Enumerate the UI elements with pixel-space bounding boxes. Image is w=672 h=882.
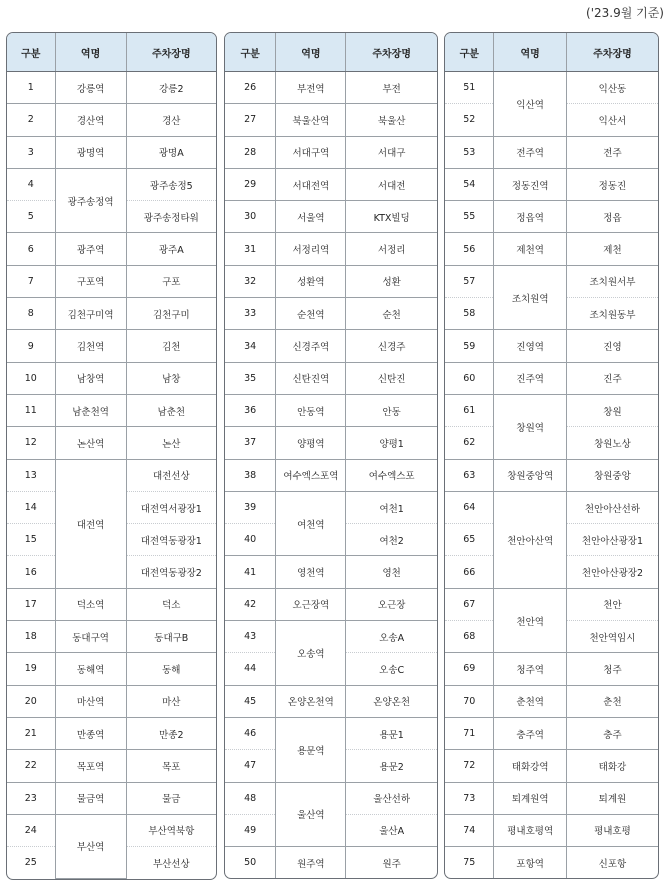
row-number: 18 [7,621,55,653]
parking-lot-name: 여천2 [346,524,437,556]
parking-lot-name: 경산 [126,104,216,136]
row-number: 48 [225,782,276,814]
table-row [7,330,216,362]
row-number: 37 [225,427,276,459]
parking-lot-name: 오송A [346,621,437,653]
parking-lot-name: 전주 [566,136,658,168]
row-number: 10 [7,362,55,394]
table-row [445,588,658,620]
station-name: 정동진역 [494,168,566,200]
table-row [445,362,658,394]
station-name: 태화강역 [494,750,566,782]
row-number: 74 [445,814,494,846]
header-row [225,33,437,72]
row-number: 68 [445,621,494,653]
table-row [225,298,437,330]
table-row [445,136,658,168]
table-row [7,298,216,330]
row-number: 13 [7,459,55,491]
row-number: 51 [445,72,494,104]
station-name: 오근장역 [276,588,346,620]
parking-lot-name: 신경주 [346,330,437,362]
parking-lot-name: 덕소 [126,588,216,620]
row-number: 3 [7,136,55,168]
row-number: 7 [7,265,55,297]
row-number: 38 [225,459,276,491]
table-row [225,72,437,104]
table-row [225,362,437,394]
table-row [7,621,216,653]
header-station: 역명 [55,33,126,72]
table-row [445,685,658,717]
table-row [445,201,658,233]
parking-lot-name: 김천구미 [126,298,216,330]
row-number: 65 [445,524,494,556]
row-number: 17 [7,588,55,620]
row-number: 61 [445,394,494,426]
header-lot: 주차장명 [566,33,658,72]
station-name: 양평역 [276,427,346,459]
station-name: 북울산역 [276,104,346,136]
parking-lot-name: 안동 [346,394,437,426]
station-name: 창원중앙역 [494,459,566,491]
table-row [445,750,658,782]
row-number: 56 [445,233,494,265]
header-lot: 주차장명 [126,33,216,72]
parking-lot-name: 강릉2 [126,72,216,104]
table-row [7,168,216,200]
table-row [7,427,216,459]
parking-lot-name: 남춘천 [126,394,216,426]
station-name: 창원역 [494,394,566,459]
row-number: 20 [7,685,55,717]
table-row [225,330,437,362]
parking-lot-name: 정동진 [566,168,658,200]
header-lot: 주차장명 [346,33,437,72]
station-name: 춘천역 [494,685,566,717]
row-number: 31 [225,233,276,265]
row-number: 40 [225,524,276,556]
station-name: 익산역 [494,72,566,137]
row-number: 28 [225,136,276,168]
table-row [445,847,658,879]
row-number: 64 [445,491,494,523]
table-row [445,491,658,523]
station-name: 퇴계원역 [494,782,566,814]
station-name: 경산역 [55,104,126,136]
row-number: 12 [7,427,55,459]
row-number: 49 [225,814,276,846]
parking-lot-name: 오근장 [346,588,437,620]
parking-lot-name: 남창 [126,362,216,394]
parking-lot-name: 서대구 [346,136,437,168]
station-name: 평내호평역 [494,814,566,846]
row-number: 71 [445,717,494,749]
parking-table [7,33,216,879]
station-name: 영천역 [276,556,346,588]
parking-lot-name: 오송C [346,653,437,685]
station-name: 광주송정역 [55,168,126,233]
row-number: 2 [7,104,55,136]
parking-lot-name: 창원 [566,394,658,426]
row-number: 23 [7,782,55,814]
station-name: 김천구미역 [55,298,126,330]
row-number: 42 [225,588,276,620]
parking-lot-name: 진영 [566,330,658,362]
parking-lot-name: 부산선상 [152,858,190,870]
station-name: 정읍역 [494,201,566,233]
table-row [7,394,216,426]
table-row [7,362,216,394]
station-name: 여천역 [276,491,346,556]
table-row [225,104,437,136]
row-number: 29 [225,168,276,200]
parking-lot-name: 제천 [566,233,658,265]
parking-lot-name: 정읍 [566,201,658,233]
row-number: 72 [445,750,494,782]
station-name: 전주역 [494,136,566,168]
parking-lot-name: 진주 [566,362,658,394]
row-number: 43 [225,621,276,653]
row-number: 47 [225,750,276,782]
parking-lot-name: 원주 [382,858,401,870]
row-number: 53 [445,136,494,168]
parking-lot-name: 춘천 [566,685,658,717]
parking-lot-name: 여천1 [346,491,437,523]
row-number: 41 [225,556,276,588]
row-number: 11 [7,394,55,426]
row-number: 55 [445,201,494,233]
station-name: 용문역 [276,717,346,782]
parking-lot-name: 물금 [126,782,216,814]
row-number: 39 [225,491,276,523]
parking-lot-name: 온양온천 [346,685,437,717]
row-number: 1 [7,72,55,104]
parking-lot-name: 광주A [126,233,216,265]
row-number: 9 [7,330,55,362]
table-row [7,233,216,265]
parking-lot-name: 용문2 [346,750,437,782]
parking-lot-name: 마산 [126,685,216,717]
station-name: 원주역 [276,847,346,879]
row-number: 67 [445,588,494,620]
table-row [7,588,216,620]
parking-lot-name: 광명A [126,136,216,168]
row-number: 33 [225,298,276,330]
table-row [225,136,437,168]
parking-lot-name: 태화강 [566,750,658,782]
station-name: 제천역 [494,233,566,265]
row-number: 45 [225,685,276,717]
station-name: 서정리역 [276,233,346,265]
station-name: 서대구역 [276,136,346,168]
parking-lot-name: 대전선상 [126,459,216,491]
table-row [225,621,437,653]
row-number: 66 [445,556,494,588]
station-name: 진영역 [494,330,566,362]
table-row [445,653,658,685]
parking-lot-name: 천안아산광장2 [566,556,658,588]
header-no: 구분 [225,33,276,72]
row-number: 6 [7,233,55,265]
parking-lot-name: 용문1 [346,717,437,749]
parking-lot-name: 천안아산광장1 [566,524,658,556]
parking-lot-name: 동해 [126,653,216,685]
parking-lot-name: 서정리 [346,233,437,265]
row-number: 34 [225,330,276,362]
station-name: 부산역 [55,814,126,878]
parking-lot-name: 천안역임시 [566,621,658,653]
parking-lot-name: 조치원서부 [566,265,658,297]
table-row [225,717,437,749]
table-row [225,588,437,620]
parking-lot-name: 성환 [346,265,437,297]
parking-lot-name: 울산A [346,814,437,846]
table-row [225,847,437,879]
station-name: 천안역 [494,588,566,653]
station-name: 조치원역 [494,265,566,330]
parking-lot-name: 청주 [566,653,658,685]
table-row [225,556,437,588]
station-name: 부전역 [276,72,346,104]
station-name: 온양온천역 [276,685,346,717]
table-row [225,265,437,297]
station-name: 울산역 [276,782,346,847]
station-name: 오송역 [276,621,346,686]
row-number: 70 [445,685,494,717]
parking-lot-name: 구포 [126,265,216,297]
parking-lot-name: 대전역동광장1 [126,524,216,556]
station-name: 진주역 [494,362,566,394]
station-name: 김천역 [55,330,126,362]
row-number: 14 [7,491,55,523]
parking-table [445,33,658,878]
parking-lot-name: 북울산 [346,104,437,136]
row-number: 46 [225,717,276,749]
table-row [445,782,658,814]
parking-lot-name: 논산 [126,427,216,459]
parking-lot-name: 부전 [346,72,437,104]
row-number: 24 [7,814,55,846]
parking-lot-name: 순천 [346,298,437,330]
table-row [445,72,658,104]
station-name: 성환역 [276,265,346,297]
station-name: 덕소역 [55,588,126,620]
row-number: 57 [445,265,494,297]
row-number: 44 [225,653,276,685]
row-number: 50 [225,847,276,879]
table-row [7,814,216,846]
parking-lot-name: 창원노상 [566,427,658,459]
row-number: 22 [7,750,55,782]
table-row [225,685,437,717]
table-row [225,459,437,491]
row-number: 60 [445,362,494,394]
station-name: 충주역 [494,717,566,749]
table-row [7,72,216,104]
table-row [7,265,216,297]
parking-lot-name: 신포항 [598,858,627,870]
row-number: 63 [445,459,494,491]
station-name: 광명역 [55,136,126,168]
row-number: 21 [7,717,55,749]
parking-lot-name: 퇴계원 [566,782,658,814]
table-row [225,427,437,459]
station-name: 순천역 [276,298,346,330]
row-number: 52 [445,104,494,136]
table-row [7,104,216,136]
table-row [445,168,658,200]
row-number: 73 [445,782,494,814]
table-row [7,717,216,749]
station-name: 강릉역 [55,72,126,104]
parking-lot-name: 서대전 [346,168,437,200]
row-number: 5 [7,201,55,233]
station-name: 마산역 [55,685,126,717]
station-name: 청주역 [494,653,566,685]
header-no: 구분 [7,33,55,72]
table-row [7,685,216,717]
parking-lot-name: 신탄진 [346,362,437,394]
row-number: 35 [225,362,276,394]
parking-lot-name: 여수엑스포 [346,459,437,491]
parking-table-panel-2 [224,32,438,879]
station-name: 천안아산역 [494,491,566,588]
parking-lot-name: 평내호평 [566,814,658,846]
station-name: 대전역 [55,459,126,588]
station-name: 목포역 [55,750,126,782]
row-number: 36 [225,394,276,426]
station-name: 구포역 [55,265,126,297]
table-row [7,782,216,814]
table-row [225,233,437,265]
table-row [225,491,437,523]
row-number: 15 [7,524,55,556]
table-row [445,717,658,749]
parking-table-panel-3 [444,32,659,879]
parking-lot-name: 동대구B [126,621,216,653]
table-row [7,459,216,491]
parking-lot-name: 광주송정5 [126,168,216,200]
table-row [225,201,437,233]
reference-date-note: ('23.9월 기준) [586,6,664,20]
parking-lot-name: 김천 [126,330,216,362]
row-number: 27 [225,104,276,136]
parking-lot-name: 조치원동부 [566,298,658,330]
header-station: 역명 [494,33,566,72]
row-number: 58 [445,298,494,330]
row-number: 69 [445,653,494,685]
table-row [445,814,658,846]
parking-lot-name: 양평1 [346,427,437,459]
station-name: 남창역 [55,362,126,394]
station-name: 안동역 [276,394,346,426]
station-name: 신경주역 [276,330,346,362]
header-row [445,33,658,72]
parking-lot-name: 익산서 [566,104,658,136]
parking-lot-name: 울산선하 [346,782,437,814]
parking-lot-name: 영천 [346,556,437,588]
row-number: 8 [7,298,55,330]
table-row [225,168,437,200]
table-row [445,265,658,297]
parking-lot-name: 목포 [126,750,216,782]
parking-lot-name: 대전역서광장1 [126,491,216,523]
station-name: 여수엑스포역 [276,459,346,491]
station-name: 광주역 [55,233,126,265]
parking-lot-name: 천안 [566,588,658,620]
header-row [7,33,216,72]
table-row [445,233,658,265]
station-name: 동해역 [55,653,126,685]
row-number: 30 [225,201,276,233]
station-name: 신탄진역 [276,362,346,394]
table-row [7,136,216,168]
station-name: 남춘천역 [55,394,126,426]
parking-lot-name: 광주송정타워 [126,201,216,233]
row-number: 19 [7,653,55,685]
parking-table [225,33,437,878]
parking-lot-name: 창원중앙 [566,459,658,491]
station-name: 만종역 [55,717,126,749]
row-number: 32 [225,265,276,297]
parking-lot-name: 천안아산선하 [566,491,658,523]
parking-lot-name: KTX빌딩 [346,201,437,233]
station-name: 서울역 [276,201,346,233]
row-number: 59 [445,330,494,362]
station-name: 물금역 [55,782,126,814]
table-row [225,394,437,426]
table-row [225,782,437,814]
station-name: 포항역 [494,847,566,879]
header-station: 역명 [276,33,346,72]
parking-table-panel-1 [6,32,217,880]
table-row [445,459,658,491]
parking-lot-name: 익산동 [566,72,658,104]
row-number: 62 [445,427,494,459]
parking-lot-name: 대전역동광장2 [126,556,216,588]
parking-lot-name: 충주 [566,717,658,749]
station-name: 동대구역 [55,621,126,653]
row-number: 75 [445,847,494,879]
table-row [445,330,658,362]
station-name: 서대전역 [276,168,346,200]
parking-lot-name: 만종2 [126,717,216,749]
table-row [7,653,216,685]
station-name: 논산역 [55,427,126,459]
row-number: 25 [7,847,55,879]
row-number: 26 [225,72,276,104]
table-row [445,394,658,426]
parking-lot-name: 부산역북항 [126,814,216,846]
row-number: 54 [445,168,494,200]
header-no: 구분 [445,33,494,72]
table-row [7,750,216,782]
row-number: 16 [7,556,55,588]
row-number: 4 [7,168,55,200]
